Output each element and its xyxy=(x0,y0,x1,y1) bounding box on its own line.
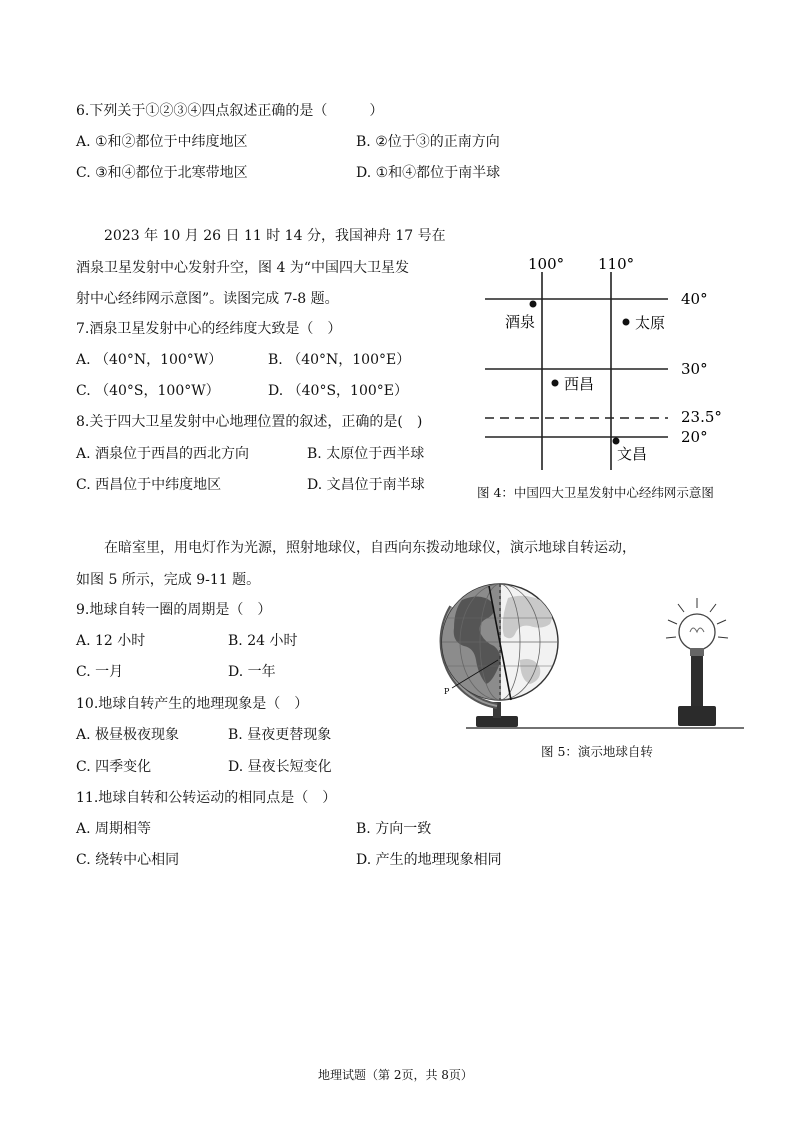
intro-9-11-line2: 如图 5 所示，完成 9-11 题。 xyxy=(76,572,261,588)
globe xyxy=(430,570,558,720)
page-footer: 地理试题（第 2页，共 8页） xyxy=(318,1068,473,1082)
label-100: 100° xyxy=(528,255,565,273)
intro-7-8-line2: 酒泉卫星发射中心发射升空，图 4 为“中国四大卫星发 xyxy=(76,260,409,276)
label-30: 30° xyxy=(681,360,708,378)
q6-option-d[interactable]: D. ①和④都位于南半球 xyxy=(356,165,501,181)
q9-stem: 9.地球自转一圈的周期是（ ） xyxy=(76,602,272,618)
q11-stem: 11.地球自转和公转运动的相同点是（ ） xyxy=(76,790,337,806)
lamp xyxy=(666,598,728,726)
q10-option-d[interactable]: D. 昼夜长短变化 xyxy=(228,759,332,775)
q11-option-c[interactable]: C. 绕转中心相同 xyxy=(76,852,180,868)
label-20: 20° xyxy=(681,428,708,446)
figure-5-caption: 图 5：演示地球自转 xyxy=(541,744,653,759)
intro-7-8-line1: 2023 年 10 月 26 日 11 时 14 分，我国神舟 17 号在 xyxy=(104,228,446,244)
label-xichang: 西昌 xyxy=(564,375,595,393)
q7-option-a[interactable]: A. （40°N，100°W） xyxy=(76,352,223,368)
q11-option-a[interactable]: A. 周期相等 xyxy=(76,821,152,837)
label-110: 110° xyxy=(598,255,635,273)
q10-option-b[interactable]: B. 昼夜更替现象 xyxy=(228,727,332,743)
q6-option-b[interactable]: B. ②位于③的正南方向 xyxy=(356,134,500,150)
q8-option-b[interactable]: B. 太原位于西半球 xyxy=(307,446,425,462)
q11-option-b[interactable]: B. 方向一致 xyxy=(356,821,432,837)
label-taiyuan: 太原 xyxy=(635,314,666,332)
q9-option-c[interactable]: C. 一月 xyxy=(76,664,124,680)
label-jiuquan: 酒泉 xyxy=(505,313,536,331)
q6-option-c[interactable]: C. ③和④都位于北寒带地区 xyxy=(76,165,248,181)
q8-stem: 8.关于四大卫星发射中心地理位置的叙述，正确的是( ) xyxy=(76,414,423,430)
q9-option-a[interactable]: A. 12 小时 xyxy=(76,633,146,649)
intro-9-11-line1: 在暗室里，用电灯作为光源，照射地球仪，自西向东拨动地球仪，演示地球自转运动， xyxy=(104,540,636,556)
q6-stem: 6.下列关于①②③④四点叙述正确的是（ ） xyxy=(76,103,384,119)
label-p: P xyxy=(444,687,450,696)
q7-stem: 7.酒泉卫星发射中心的经纬度大致是（ ） xyxy=(76,321,342,337)
lamp-base xyxy=(678,706,716,726)
q7-option-c[interactable]: C. （40°S，100°W） xyxy=(76,383,220,399)
q8-option-d[interactable]: D. 文昌位于南半球 xyxy=(307,477,425,493)
label-40: 40° xyxy=(681,290,708,308)
q10-stem: 10.地球自转产生的地理现象是（ ） xyxy=(76,696,309,712)
figure-4-caption: 图 4：中国四大卫星发射中心经纬网示意图 xyxy=(477,485,714,500)
q7-option-d[interactable]: D. （40°S，100°E） xyxy=(268,383,408,399)
q11-option-d[interactable]: D. 产生的地理现象相同 xyxy=(356,852,502,868)
q6-option-a[interactable]: A. ①和②都位于中纬度地区 xyxy=(76,134,248,150)
label-wenchang: 文昌 xyxy=(617,445,648,463)
q7-option-b[interactable]: B. （40°N，100°E） xyxy=(268,352,411,368)
q8-option-c[interactable]: C. 西昌位于中纬度地区 xyxy=(76,477,222,493)
label-23-5: 23.5° xyxy=(681,408,722,426)
q9-option-d[interactable]: D. 一年 xyxy=(228,664,276,680)
q10-option-a[interactable]: A. 极昼极夜现象 xyxy=(76,727,180,743)
q10-option-c[interactable]: C. 四季变化 xyxy=(76,759,152,775)
intro-7-8-line3: 射中心经纬网示意图”。读图完成 7-8 题。 xyxy=(76,291,339,307)
q9-option-b[interactable]: B. 24 小时 xyxy=(228,633,298,649)
q8-option-a[interactable]: A. 酒泉位于西昌的西北方向 xyxy=(76,446,250,462)
